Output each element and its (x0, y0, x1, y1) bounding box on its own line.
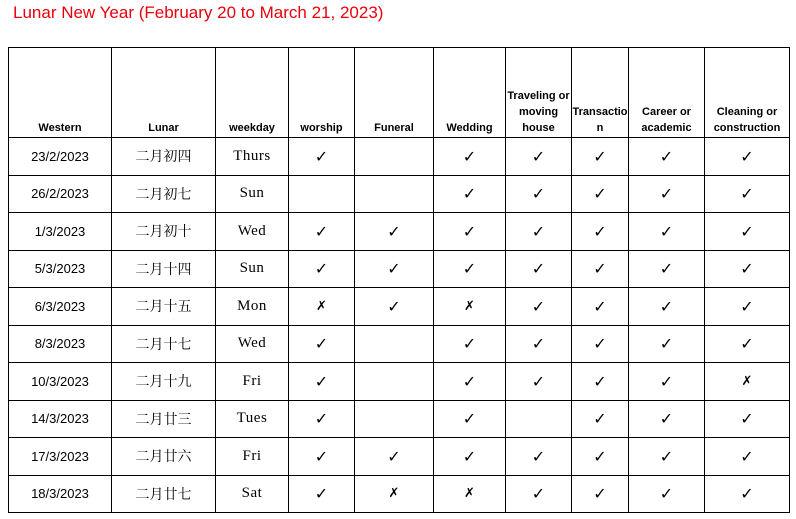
career-cell: ✓ (629, 325, 705, 363)
weekday-cell: Wed (216, 213, 289, 251)
traveling-cell: ✓ (506, 288, 572, 326)
auspicious-days-table (8, 47, 790, 513)
weekday-cell: Sat (216, 475, 289, 513)
weekday-cell: Fri (216, 438, 289, 476)
career-cell: ✓ (629, 363, 705, 401)
transaction-cell: ✓ (572, 288, 629, 326)
career-cell: ✓ (629, 213, 705, 251)
traveling-cell (506, 400, 572, 438)
traveling-cell: ✓ (506, 475, 572, 513)
lunar-date-cell: 二月十九 (112, 363, 216, 401)
transaction-cell: ✓ (572, 325, 629, 363)
western-date-cell: 6/3/2023 (9, 288, 112, 326)
column-header-cleaning: Cleaning or construction (705, 48, 790, 138)
funeral-cell: ✓ (355, 438, 434, 476)
transaction-cell: ✓ (572, 400, 629, 438)
table-row (9, 213, 790, 251)
worship-cell: ✓ (289, 400, 355, 438)
career-cell: ✓ (629, 438, 705, 476)
cleaning-cell: ✓ (705, 475, 790, 513)
worship-cell (289, 175, 355, 213)
cleaning-cell: ✓ (705, 175, 790, 213)
funeral-cell (355, 400, 434, 438)
page-title: Lunar New Year (February 20 to March 21, 2023) (13, 3, 384, 22)
traveling-cell: ✓ (506, 438, 572, 476)
cleaning-cell: ✓ (705, 250, 790, 288)
western-date-cell: 23/2/2023 (9, 138, 112, 176)
funeral-cell (355, 325, 434, 363)
table-row (9, 250, 790, 288)
wedding-cell: ✓ (434, 250, 506, 288)
western-date-cell: 26/2/2023 (9, 175, 112, 213)
wedding-cell: ✓ (434, 213, 506, 251)
worship-cell: ✓ (289, 213, 355, 251)
table-row (9, 363, 790, 401)
weekday-cell: Sun (216, 250, 289, 288)
column-header-western: Western (9, 48, 112, 138)
wedding-cell: ✓ (434, 325, 506, 363)
traveling-cell: ✓ (506, 213, 572, 251)
traveling-cell: ✓ (506, 138, 572, 176)
transaction-cell: ✓ (572, 138, 629, 176)
weekday-cell: Wed (216, 325, 289, 363)
lunar-date-cell: 二月初四 (112, 138, 216, 176)
wedding-cell: ✓ (434, 175, 506, 213)
worship-cell: ✓ (289, 363, 355, 401)
worship-cell: ✗ (289, 288, 355, 326)
weekday-cell: Sun (216, 175, 289, 213)
wedding-cell: ✓ (434, 138, 506, 176)
column-header-lunar: Lunar (112, 48, 216, 138)
cleaning-cell: ✓ (705, 400, 790, 438)
career-cell: ✓ (629, 400, 705, 438)
table-row (9, 475, 790, 513)
traveling-cell: ✓ (506, 250, 572, 288)
column-header-transaction: Transaction (572, 48, 629, 138)
funeral-cell: ✓ (355, 213, 434, 251)
column-header-worship: worship (289, 48, 355, 138)
header-row (9, 48, 790, 138)
western-date-cell: 8/3/2023 (9, 325, 112, 363)
funeral-cell (355, 175, 434, 213)
worship-cell: ✓ (289, 250, 355, 288)
lunar-date-cell: 二月十四 (112, 250, 216, 288)
worship-cell: ✓ (289, 475, 355, 513)
table-row (9, 288, 790, 326)
column-header-funeral: Funeral (355, 48, 434, 138)
worship-cell: ✓ (289, 325, 355, 363)
wedding-cell: ✗ (434, 288, 506, 326)
table-row (9, 400, 790, 438)
table-row (9, 438, 790, 476)
western-date-cell: 10/3/2023 (9, 363, 112, 401)
traveling-cell: ✓ (506, 363, 572, 401)
cleaning-cell: ✓ (705, 138, 790, 176)
weekday-cell: Thurs (216, 138, 289, 176)
column-header-weekday: weekday (216, 48, 289, 138)
career-cell: ✓ (629, 138, 705, 176)
western-date-cell: 5/3/2023 (9, 250, 112, 288)
lunar-date-cell: 二月初十 (112, 213, 216, 251)
transaction-cell: ✓ (572, 475, 629, 513)
table-body (9, 138, 790, 513)
lunar-date-cell: 二月廿六 (112, 438, 216, 476)
worship-cell: ✓ (289, 138, 355, 176)
wedding-cell: ✓ (434, 438, 506, 476)
wedding-cell: ✓ (434, 400, 506, 438)
cleaning-cell: ✓ (705, 288, 790, 326)
lunar-date-cell: 二月廿七 (112, 475, 216, 513)
funeral-cell: ✓ (355, 288, 434, 326)
transaction-cell: ✓ (572, 363, 629, 401)
cleaning-cell: ✓ (705, 438, 790, 476)
worship-cell: ✓ (289, 438, 355, 476)
funeral-cell (355, 138, 434, 176)
weekday-cell: Mon (216, 288, 289, 326)
transaction-cell: ✓ (572, 438, 629, 476)
column-header-wedding: Wedding (434, 48, 506, 138)
table-row (9, 138, 790, 176)
wedding-cell: ✓ (434, 363, 506, 401)
transaction-cell: ✓ (572, 213, 629, 251)
career-cell: ✓ (629, 175, 705, 213)
lunar-date-cell: 二月初七 (112, 175, 216, 213)
traveling-cell: ✓ (506, 325, 572, 363)
cleaning-cell: ✓ (705, 213, 790, 251)
funeral-cell: ✓ (355, 250, 434, 288)
career-cell: ✓ (629, 475, 705, 513)
weekday-cell: Fri (216, 363, 289, 401)
funeral-cell: ✗ (355, 475, 434, 513)
table-row (9, 325, 790, 363)
weekday-cell: Tues (216, 400, 289, 438)
cleaning-cell: ✓ (705, 325, 790, 363)
career-cell: ✓ (629, 250, 705, 288)
traveling-cell: ✓ (506, 175, 572, 213)
lunar-date-cell: 二月十五 (112, 288, 216, 326)
wedding-cell: ✗ (434, 475, 506, 513)
cleaning-cell: ✗ (705, 363, 790, 401)
career-cell: ✓ (629, 288, 705, 326)
western-date-cell: 1/3/2023 (9, 213, 112, 251)
column-header-traveling: Traveling or moving house (506, 48, 572, 138)
transaction-cell: ✓ (572, 250, 629, 288)
column-header-career: Career or academic (629, 48, 705, 138)
lunar-date-cell: 二月廿三 (112, 400, 216, 438)
western-date-cell: 17/3/2023 (9, 438, 112, 476)
western-date-cell: 18/3/2023 (9, 475, 112, 513)
lunar-date-cell: 二月十七 (112, 325, 216, 363)
transaction-cell: ✓ (572, 175, 629, 213)
table-row (9, 175, 790, 213)
western-date-cell: 14/3/2023 (9, 400, 112, 438)
funeral-cell (355, 363, 434, 401)
